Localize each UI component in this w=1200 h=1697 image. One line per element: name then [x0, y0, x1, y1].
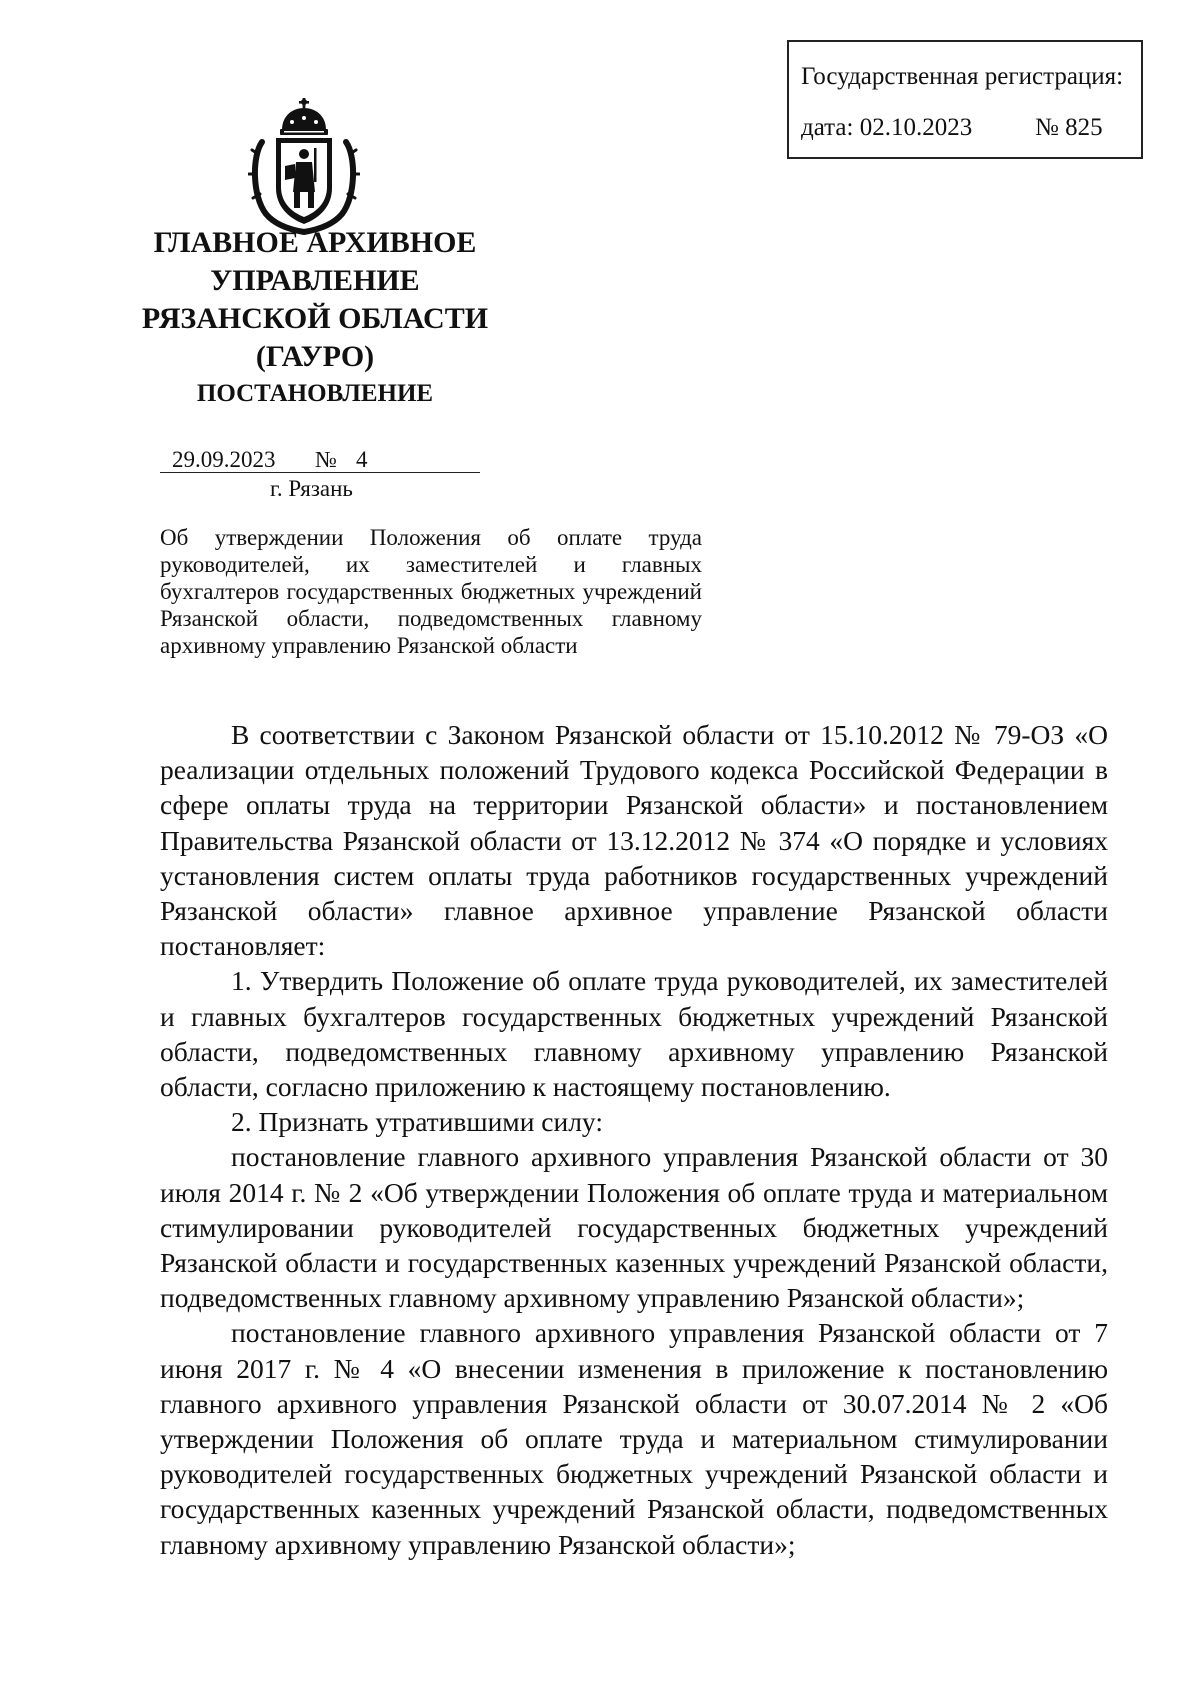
- body-paragraph: 1. Утвердить Положение об оплате труда руководителей, их заместителей и главных бухгалтеров государственных бюджетных учреждений Рязанской области, подведомственных главному архивному управлению Рязанской области, согласно приложению к настоящему постановлению.: [160, 965, 1108, 1103]
- organization-name: [130, 224, 500, 376]
- document-subject: Об утверждении Положения об оплате труда руководителей, их заместителей и главных бухгалтеров государственных бюджетных учреждений Рязанской области, подведомственных главному архивному управлению Рязанской области: [160, 525, 702, 658]
- body-paragraph: постановление главного архивного управления Рязанской области от 30 июля 2014 г. № 2 «Об утверждении Положения об оплате труда и материальном стимулировании руководителей государственных бюджетных учреждений Рязанской области и государственных казенных учреждений Рязанской области, подведомственных главному архивному управлению Рязанской области»;: [160, 1141, 1108, 1314]
- organization-line: (ГАУРО): [255, 340, 375, 373]
- body-paragraph: постановление главного архивного управления Рязанской области от 7 июня 2017 г. № 4 «О внесении изменения в приложение к постановлению главного архивного управления Рязанской области от 30.07.2014 № 2 «Об утверждении Положения об оплате труда и материальном стимулировании руководителей государственных бюджетных учреждений Рязанской области и государственных казенных учреждений Рязанской области, подведомственных главному архивному управлению Рязанской области»;: [160, 1317, 1108, 1560]
- organization-line: РЯЗАНСКОЙ ОБЛАСТИ: [141, 302, 489, 335]
- document-city: г. Рязань: [270, 476, 353, 501]
- document-type: ПОСТАНОВЛЕНИЕ: [196, 380, 434, 407]
- document-number: 4: [356, 447, 368, 472]
- document-date-number: [160, 447, 480, 475]
- document-date: 29.09.2023: [172, 447, 276, 472]
- registration-number: № 825: [1035, 114, 1103, 141]
- body-paragraph: В соответствии с Законом Рязанской области от 15.10.2012 № 79-ОЗ «О реализации отдельных положений Трудового кодекса Российской Федерации в сфере оплаты труда на территории Рязанской области» и постановлением Правительства Рязанской области от 13.12.2012 № 374 «О порядке и условиях установления систем оплаты труда работников государственных учреждений Рязанской области» главное архивное управление Рязанской области постановляет:: [160, 719, 1108, 962]
- registration-date: дата: 02.10.2023: [801, 114, 973, 141]
- underline-divider: [160, 472, 480, 473]
- document-body: [160, 717, 1108, 1562]
- registration-stamp: [787, 40, 1143, 159]
- body-paragraph: 2. Признать утратившими силу:: [231, 1106, 603, 1138]
- organization-line: ГЛАВНОЕ АРХИВНОЕ: [153, 226, 477, 259]
- coat-of-arms-icon: [248, 96, 360, 236]
- document-number-label: №: [315, 447, 337, 472]
- organization-line: УПРАВЛЕНИЕ: [210, 264, 420, 297]
- registration-title: Государственная регистрация:: [801, 63, 1124, 90]
